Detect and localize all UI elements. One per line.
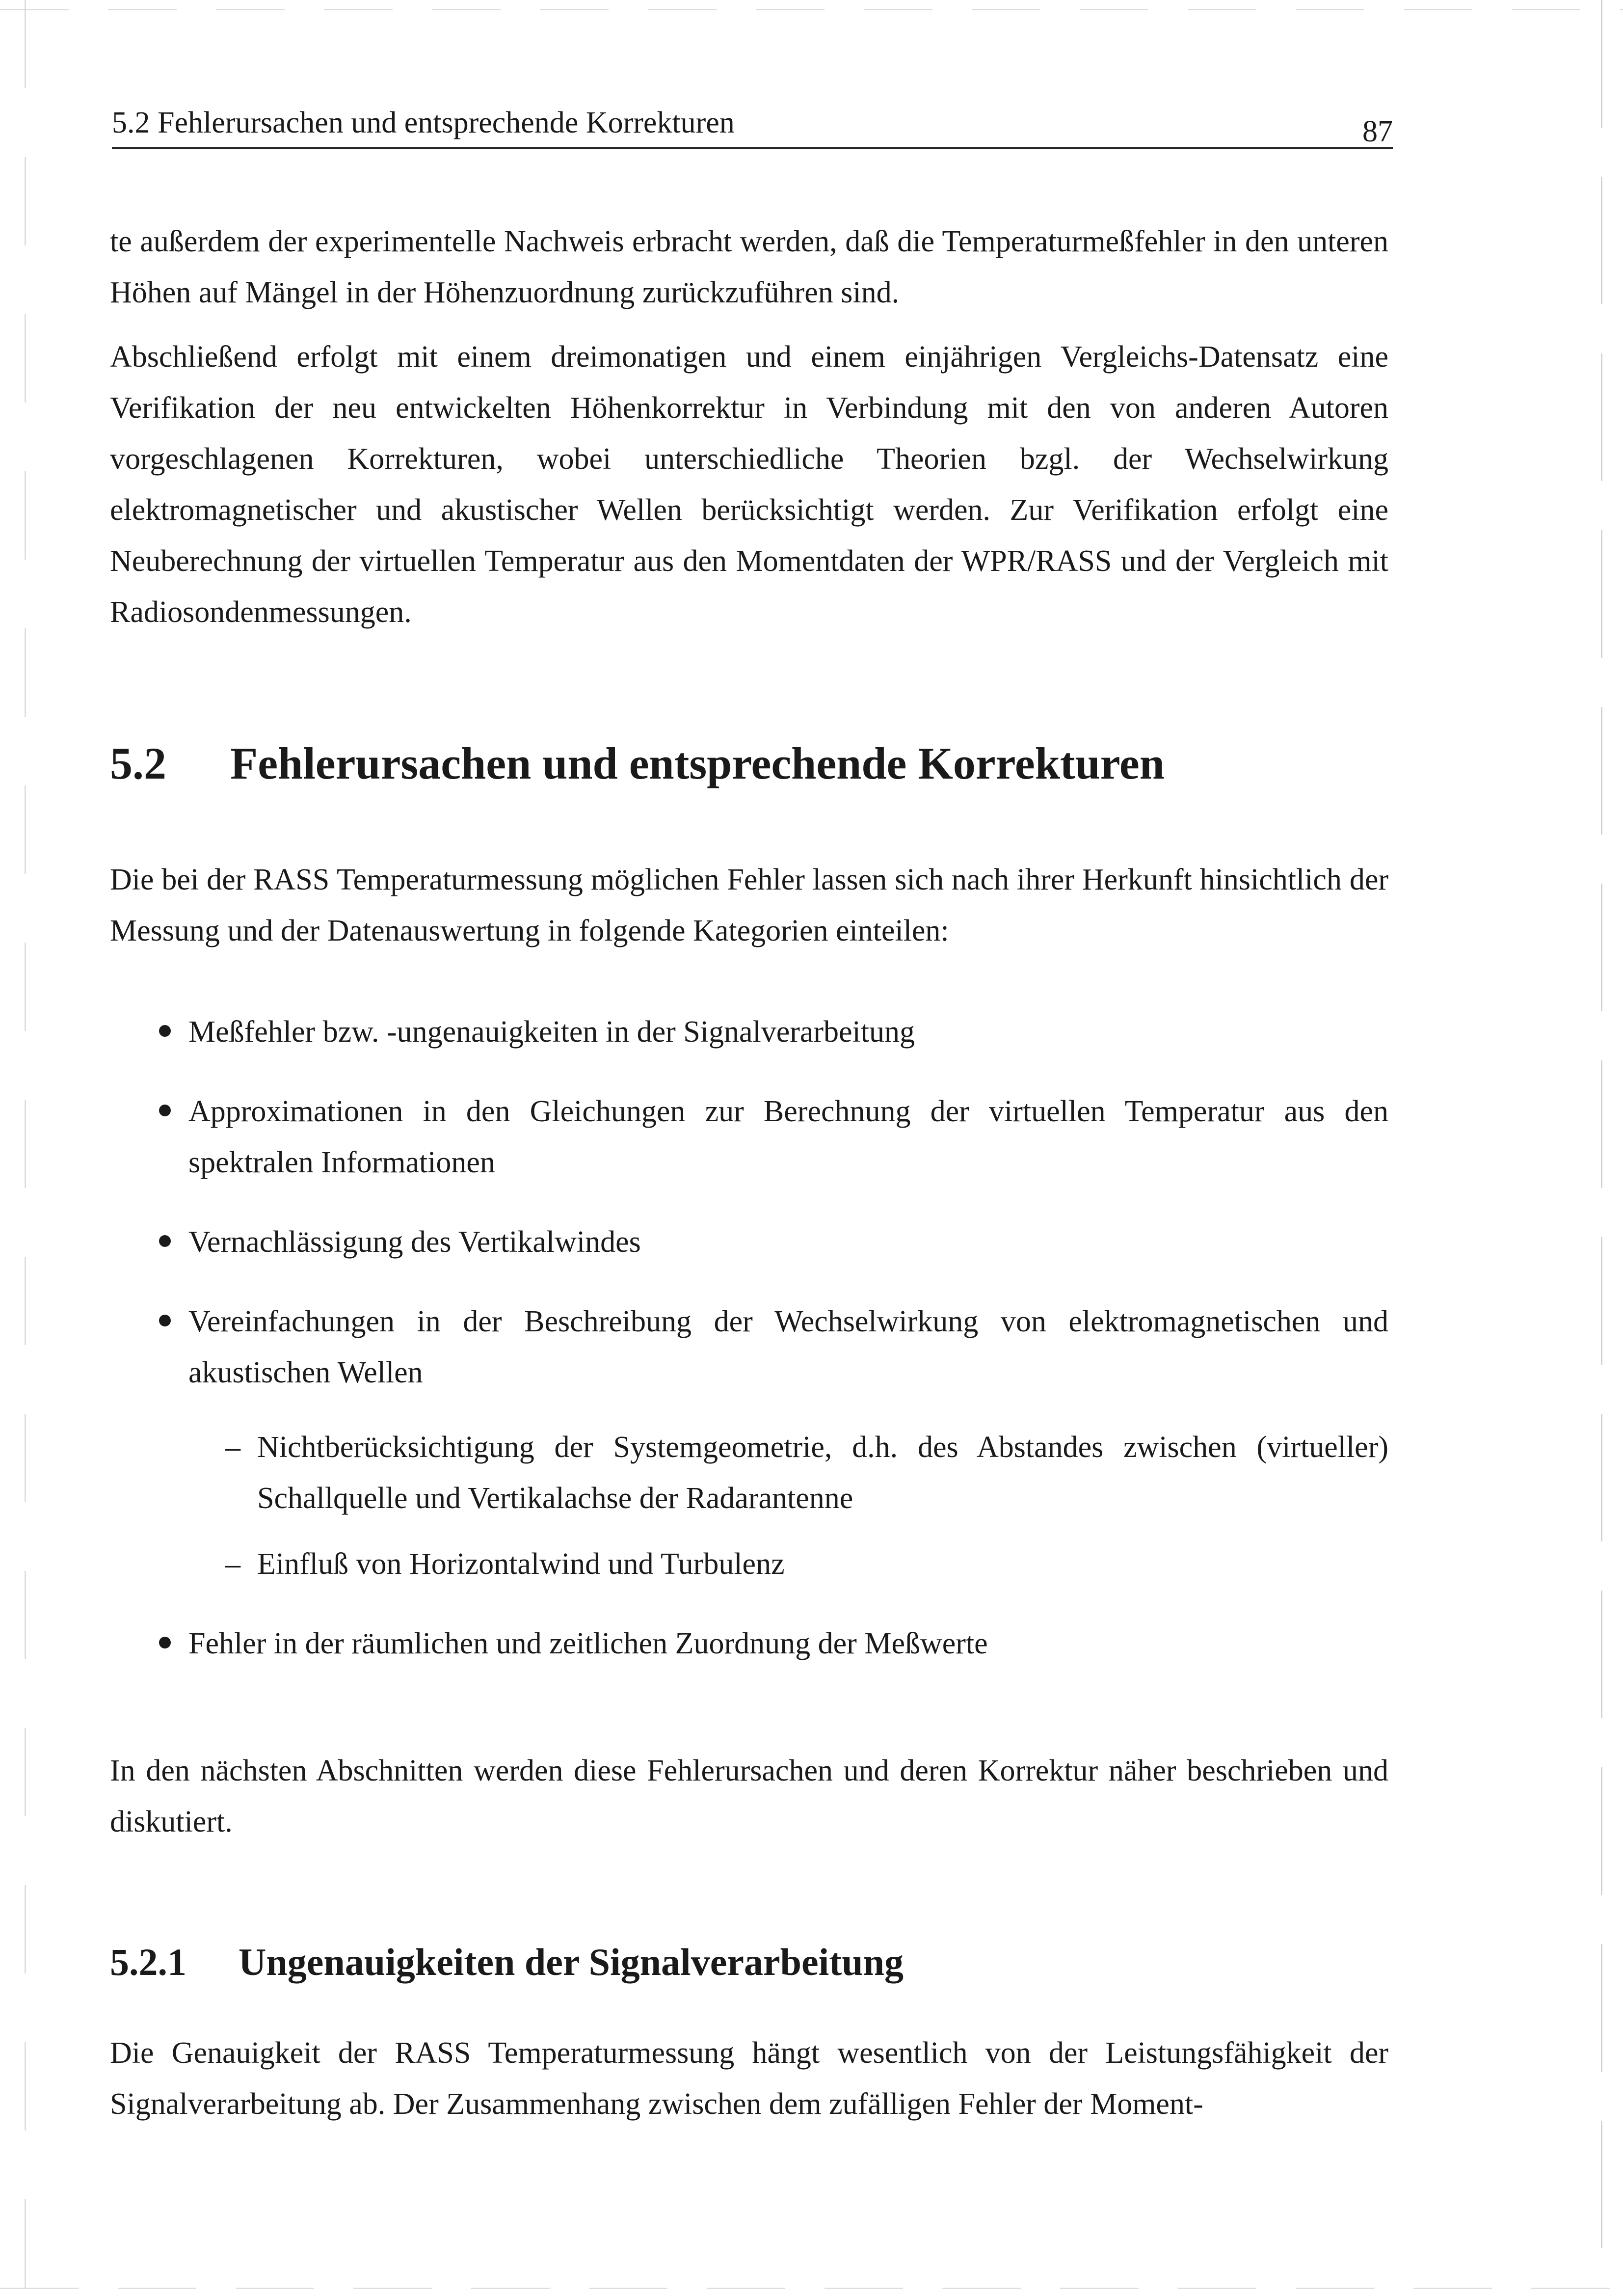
dash-marker: –	[225, 1547, 240, 1581]
sub-list	[188, 1422, 1388, 1590]
page-number: 87	[1362, 115, 1393, 148]
scan-artifact-right	[1601, 0, 1602, 2296]
error-category-list	[110, 1006, 1388, 1669]
bullet-icon	[159, 1235, 171, 1247]
list-item	[110, 1086, 1388, 1188]
list-item-text: Approximationen in den Gleichungen zur Berechnung der virtuellen Temperatur aus den spektralen Informationen	[188, 1095, 1388, 1179]
dash-marker: –	[225, 1431, 240, 1464]
paragraph-signal-processing: Die Genauigkeit der RASS Temperaturmessung hängt wesentlich von der Leistungsfähigkeit der Signalverarbeitung ab. Der Zusammenhang zwischen dem zufälligen Fehler der Moment-	[110, 2036, 1388, 2121]
bullet-icon	[159, 1315, 171, 1326]
section-title: Fehlerursachen und entsprechende Korrekturen	[230, 738, 1165, 788]
running-header-title: 5.2 Fehlerursachen und entsprechende Korrekturen	[112, 106, 735, 139]
section-number: 5.2	[110, 738, 166, 788]
list-item	[110, 1296, 1388, 1590]
bullet-icon	[159, 1637, 171, 1648]
running-header	[112, 103, 1393, 149]
paragraph-continuation: te außerdem der experimentelle Nachweis erbracht werden, daß die Temperaturmeßfehler in den unteren Höhen auf Mängel in der Höhenzuordnung zurückzuführen sind.	[110, 225, 1388, 309]
sub-list-item-text: Nichtberücksichtigung der Systemgeometrie, d.h. des Abstandes zwischen (virtueller) Schallquelle und Vertikalachse der Radarantenne	[257, 1431, 1388, 1515]
paragraph-verification: Abschließend erfolgt mit einem dreimonatigen und einem einjährigen Vergleichs-Datensatz eine Verifikation der neu entwickelten Höhenkorrektur in Verbindung mit den von anderen Autoren vorgeschlagenen Korrekturen, wobei unterschiedliche Theorien bzgl. der Wechselwirkung elektromagnetischer und akustischer Wellen berücksichtigt werden. Zur Verifikation erfolgt eine Neuberechnung der virtuellen Temperatur aus den Momentdaten der WPR/RASS und der Vergleich mit Radiosondenmessungen.	[110, 340, 1388, 629]
sub-list-item-text: Einfluß von Horizontalwind und Turbulenz	[257, 1547, 785, 1581]
sub-list-item	[188, 1422, 1388, 1524]
scan-artifact-left	[25, 0, 26, 2296]
bullet-icon	[159, 1105, 171, 1116]
list-item	[110, 1006, 1388, 1057]
paragraph-next-sections: In den nächsten Abschnitten werden diese Fehlerursachen und deren Korrektur näher beschrieben und diskutiert.	[110, 1754, 1388, 1838]
scan-artifact-bottom	[0, 2288, 1623, 2289]
list-item-text: Vereinfachungen in der Beschreibung der Wechselwirkung von elektromagnetischen und akustischen Wellen	[188, 1305, 1388, 1389]
scan-artifact-top	[0, 9, 1623, 10]
list-item-text: Fehler in der räumlichen und zeitlichen Zuordnung der Meßwerte	[188, 1627, 988, 1660]
bullet-icon	[159, 1025, 171, 1037]
subsection-heading	[110, 1937, 904, 1988]
subsection-title: Ungenauigkeiten der Signalverarbeitung	[239, 1941, 904, 1983]
list-item	[110, 1618, 1388, 1669]
paragraph-error-intro: Die bei der RASS Temperaturmessung möglichen Fehler lassen sich nach ihrer Herkunft hinsichtlich der Messung und der Datenauswertung in folgende Kategorien einteilen:	[110, 863, 1388, 947]
subsection-number: 5.2.1	[110, 1941, 186, 1983]
section-heading	[110, 734, 1165, 793]
list-item-text: Meßfehler bzw. -ungenauigkeiten in der Signalverarbeitung	[188, 1015, 915, 1049]
list-item	[110, 1216, 1388, 1268]
list-item-text: Vernachlässigung des Vertikalwindes	[188, 1225, 641, 1259]
sub-list-item	[188, 1539, 1388, 1590]
